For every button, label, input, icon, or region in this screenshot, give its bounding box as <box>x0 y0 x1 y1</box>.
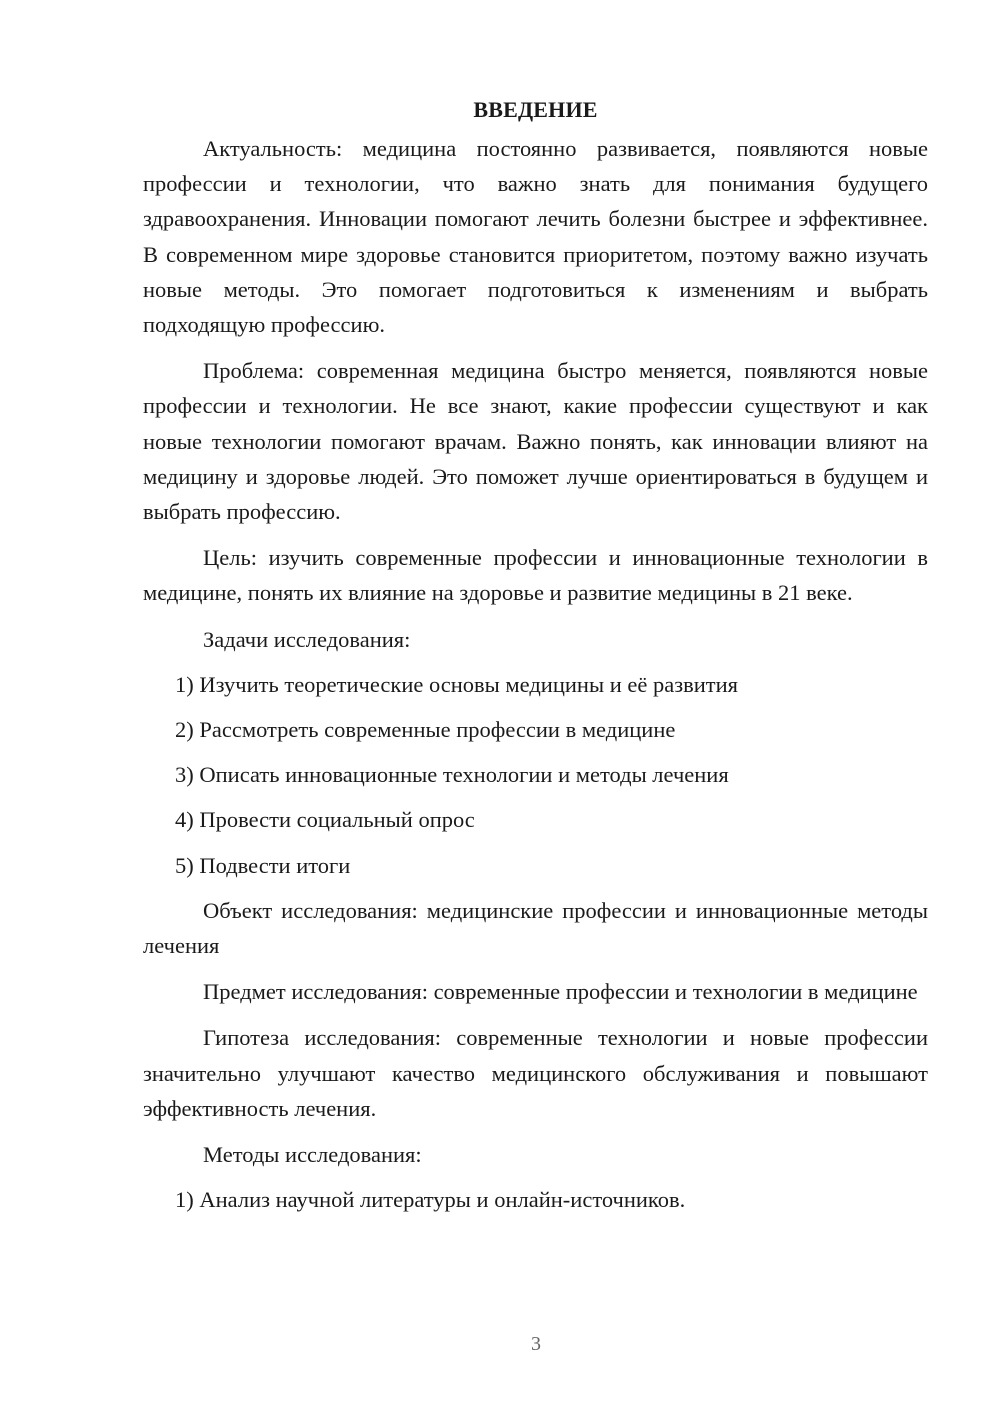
goal-paragraph: Цель: изучить современные профессии и инновационные технологии в медицине, понять их влияние на здоровье и развитие медицины в 21 веке. <box>143 545 928 606</box>
subject-paragraph: Предмет исследования: современные профессии и технологии в медицине <box>203 979 918 1005</box>
problem-paragraph: Проблема: современная медицина быстро меняется, появляются новые профессии и технологии. Не все знают, какие профессии существуют и как новые технологии помогают врачам. Важно понять, как инновации влияют на медицину и здоровье людей. Это поможет лучше ориентироваться в будущем и выбрать профессию. <box>143 358 928 525</box>
task-item: 2) Рассмотреть современные профессии в медицине <box>175 717 676 743</box>
object-paragraph: Объект исследования: медицинские профессии и инновационные методы лечения <box>143 897 928 959</box>
task-item: 5) Подвести итоги <box>175 852 351 878</box>
methods-list <box>143 1182 928 1217</box>
page-number: 3 <box>531 1333 541 1355</box>
document-page <box>143 92 928 1217</box>
hypothesis-paragraph: Гипотеза исследования: современные технологии и новые профессии значительно улучшают качество медицинского обслуживания и повышают эффективность лечения. <box>143 1025 928 1121</box>
task-item: 3) Описать инновационные технологии и методы лечения <box>175 762 729 788</box>
section-title: ВВЕДЕНИЕ <box>473 97 598 122</box>
task-item: 4) Провести социальный опрос <box>175 807 475 833</box>
methods-heading: Методы исследования: <box>203 1142 422 1168</box>
relevance-paragraph: Актуальность: медицина постоянно развивается, появляются новые профессии и технологии, что важно знать для понимания будущего здравоохранения. Инновации помогают лечить болезни быстрее и эффективнее. В современном мире здоровье становится приоритетом, поэтому важно изучать новые методы. Это помогает подготовиться к изменениям и выбрать подходящую профессию. <box>143 136 928 338</box>
method-item: 1) Анализ научной литературы и онлайн-источников. <box>175 1187 686 1213</box>
tasks-list <box>143 667 928 883</box>
tasks-heading: Задачи исследования: <box>203 626 411 652</box>
task-item: 1) Изучить теоретические основы медицины и её развития <box>175 671 738 697</box>
